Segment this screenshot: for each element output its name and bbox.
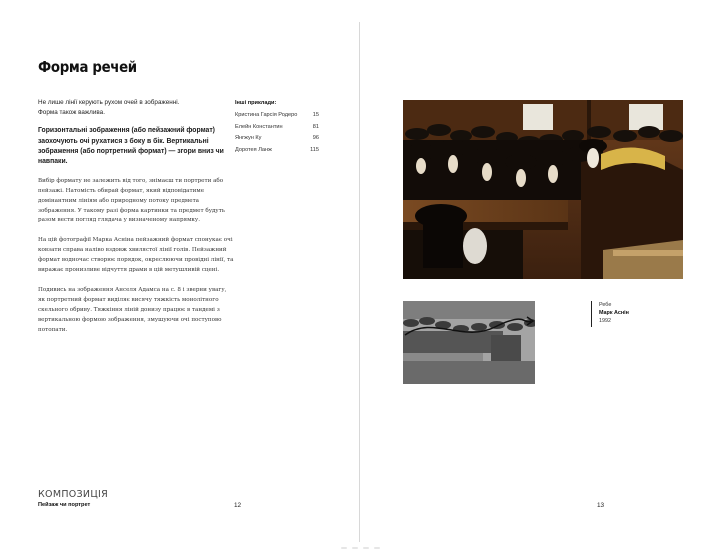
bold-statement: Горизонтальні зображення (або пейзажний формат) заохочують очі рухатися з боку в бік. Вертикальні зображення (або портретний формат) — згори вниз чи навпаки. (38, 125, 224, 166)
page-navigation-dots[interactable] (332, 547, 388, 553)
caption-title: Ребе (599, 302, 612, 308)
example-item (235, 145, 319, 157)
nav-dot[interactable] (341, 547, 347, 549)
right-page (360, 0, 720, 560)
example-page: 81 (312, 123, 319, 130)
thumbnail-illustration (403, 301, 535, 384)
intro-line-1: Не лише лінії керують рухом очей в зображенні. (38, 99, 180, 106)
example-page: 115 (310, 146, 319, 153)
caption-year: 1992 (599, 318, 611, 324)
example-item (235, 122, 319, 134)
example-name: Кристина Гарсія Родеро (235, 112, 298, 118)
nav-dot[interactable] (374, 547, 380, 549)
nav-dot[interactable] (363, 547, 369, 549)
page-number-left: 12 (234, 502, 242, 509)
body-paragraph-1: Вибір формату не залежить від того, знімаєш ти портрети або пейзажі. Натомість обирай формат, який відповідатиме домінантним лініям або природному потоку предмета зображення. У такому разі форма картинки та предмет будуть разом вести погляд глядача у визначеному напрямку. (38, 177, 225, 224)
caption-author: Марк Аснін (599, 310, 629, 316)
photo-caption (591, 301, 629, 327)
intro-line-2: Форма також важлива. (38, 108, 105, 116)
footer-chapter-title: Пейзаж чи портрет (38, 502, 91, 508)
main-photo (403, 100, 683, 279)
example-item (235, 133, 319, 145)
footer-section-title: КОМПОЗИЦІЯ (38, 489, 109, 500)
body-paragraph-3: Подивись на зображення Анселя Адамса на с. 8 і зверни увагу, як портретний формат виділяє висячу тяжкість монолітного скельного обриву. Тяжкіння ліній донизу працює в тандемі з вертикальною формою зображення, змушуючи очі поступово потопати. (38, 286, 227, 333)
other-examples-heading: Інші приклади: (235, 100, 277, 106)
main-text-column (38, 98, 234, 336)
body-paragraph-2: На цій фотографії Марка Асніна пейзажний формат спонукає очі ковзати справа наліво вздовж хвилястої лінії голів. Пейзажний формат водночас створює порядок, окреслюючи провідні лінії, та виражає пронизливе відчуття драми в цій метушливій сцені. (38, 237, 234, 274)
example-name: Елейн Константин (235, 123, 283, 130)
page-title: Форма речей (38, 58, 137, 76)
example-name: Янгжун Ку (235, 135, 262, 142)
example-name: Доротея Ланж (235, 146, 272, 153)
nav-dot[interactable] (352, 547, 358, 549)
photo-illustration (403, 100, 683, 279)
example-item (235, 110, 319, 122)
page-number-right: 13 (597, 502, 605, 509)
other-examples-list (235, 110, 319, 156)
grayscale-thumbnail (403, 301, 535, 384)
example-page: 96 (312, 135, 319, 142)
example-page: 15 (312, 112, 319, 118)
other-examples (235, 100, 319, 156)
